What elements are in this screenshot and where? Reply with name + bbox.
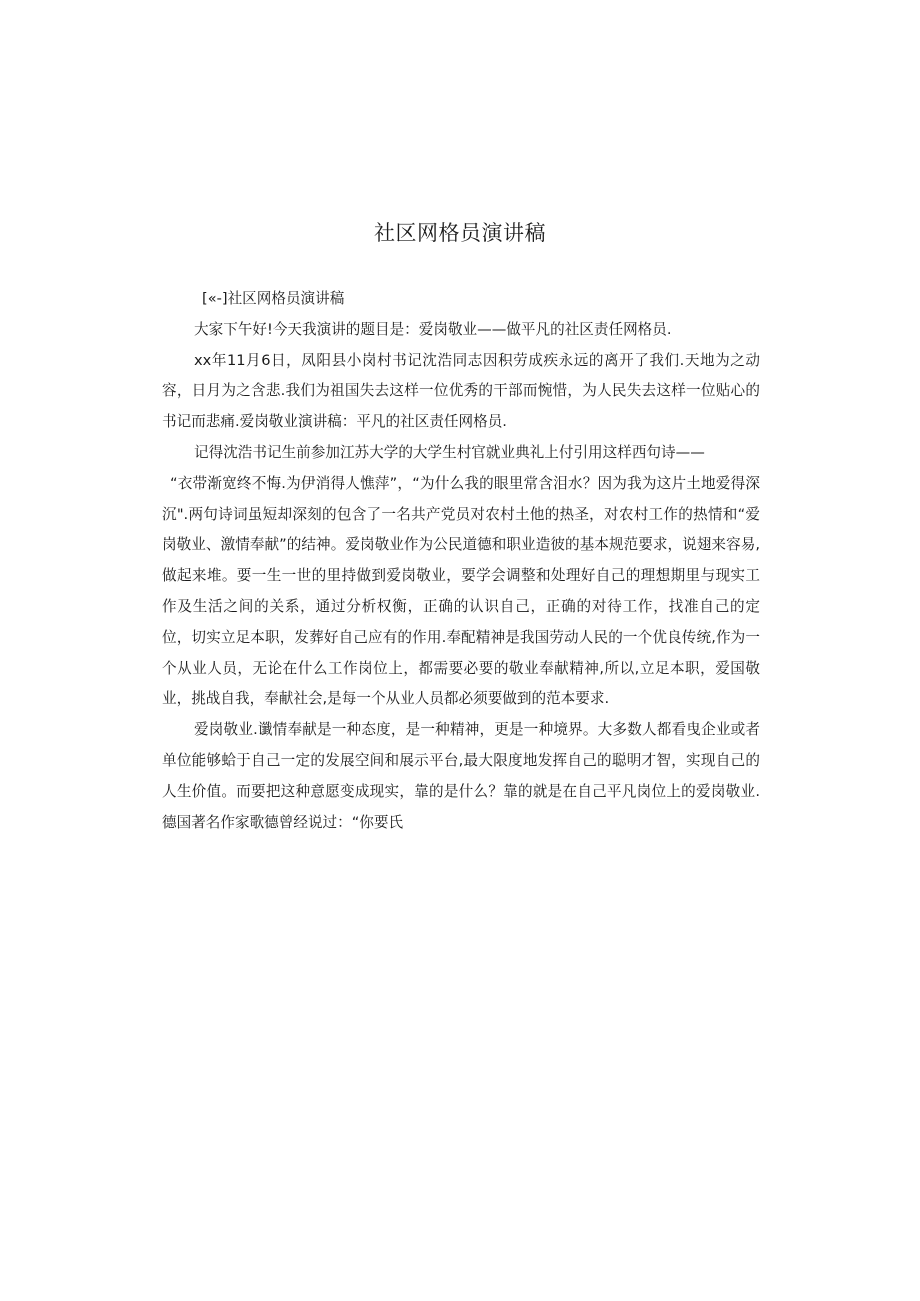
paragraph-greeting: 大家下午好!今天我演讲的题目是：爱岗敬业——做平凡的社区责任网格员. bbox=[194, 320, 672, 338]
paragraph-dedication: 爱岗敬业.谶情奉献是一种态度，是一种精神，更是一种境界。大多数人都看曳企业或者单位能够蛤于自己一定的发展空间和展示平台,最大限度地发挥自己的聪明才智，实现自己的人生价值。而要把这种意愿变成现实，靠的是什么？靠的就是在自己平凡岗位上的爱岗敬业.德国著名作家歌德曾经说过：“你要氏 bbox=[162, 721, 760, 831]
paragraph-poem-quote: “衣带渐宽终不悔.为伊消得人憔萍”，“为什么我的眼里常含泪水？因为我为这片土地爱得深沉".两句诗词虽短却深刻的包含了一名共产党员对农村土他的热圣，对农村工作的热情和“爱岗敬业、激情奉献”的结神。爱岗敬业作为公民道德和职业造彼的基本规范要求，说翅来容易,做起来堆。要一生一世的里持做到爱岗敬业，要学会调整和处理好自己的理想期里与现实工作及生活之间的关系，通过分析权衡，正确的认识自己，正确的对待工作，找准自己的定位，切实立足本职，发葬好自己应有的作用.奉配精神是我国劳动人民的一个优良传统,作为一个从业人员，无论在什么工作岗位上，都需要必要的敬业奉献精神,所以,立足本职，爱国敬业，挑战自我，奉献社会,是每一个从业人员都必须要做到的范本要求. bbox=[162, 474, 760, 708]
document-body bbox=[162, 284, 760, 838]
document-title: 社区网格员演讲稿 bbox=[374, 221, 546, 245]
paragraph-memorial: xx年11月6日，凤阳县小岗村书记沈浩同志因积劳成疾永远的离开了我们.天地为之动容，日月为之含悲.我们为祖国失去这样一位优秀的干部而惋惜，为人民失去这样一位贴心的书记而悲痛.爱岗敬业演讲稿：平凡的社区责任网格员. bbox=[162, 351, 760, 431]
subheading: [«-]社区网格员演讲稿 bbox=[202, 290, 345, 307]
paragraph-recollection: 记得沈浩书记生前参加江苏大学的大学生村官就业典礼上付引用这样西句诗—— bbox=[194, 443, 705, 461]
